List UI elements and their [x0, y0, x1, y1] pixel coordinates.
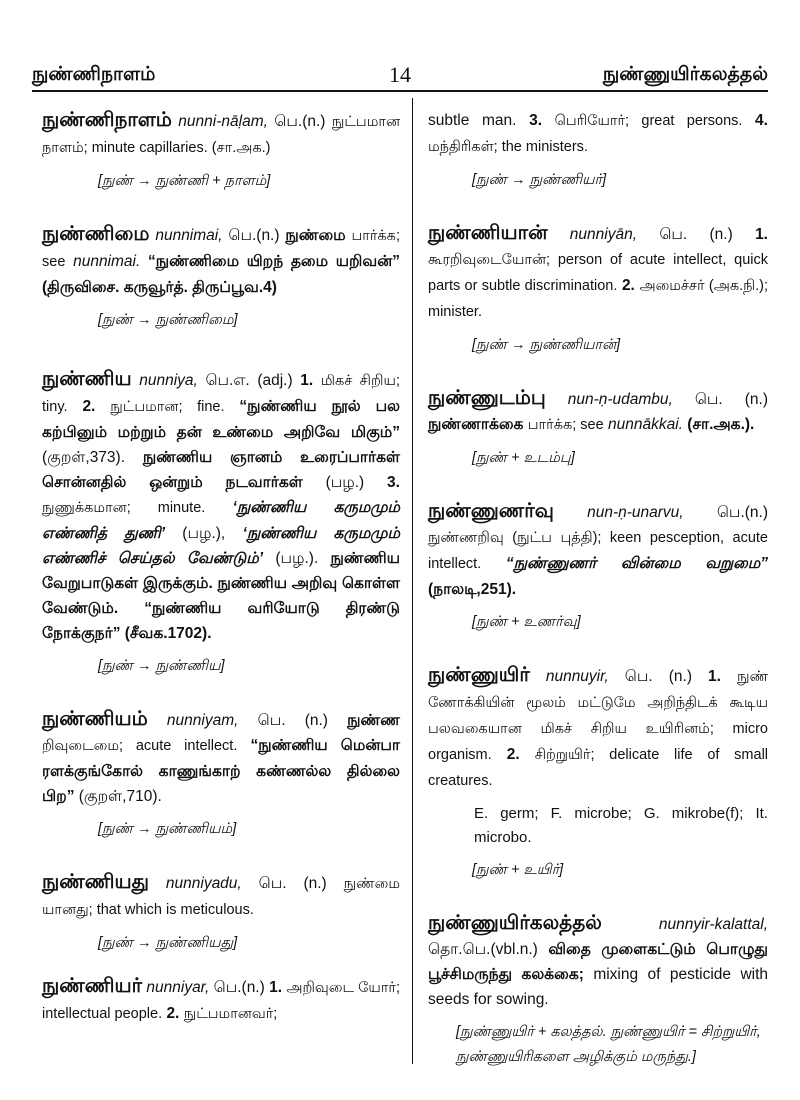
entry-nunnuyir: [428, 663, 768, 883]
transliteration: nunniya,: [139, 372, 198, 389]
headword: நுண்ணிய: [42, 368, 132, 390]
source-reference: (குறள்,710).: [78, 788, 162, 805]
entry-nunnuyirkalattal: [428, 911, 768, 1070]
cross-ref-translit: nunnimai.: [73, 253, 141, 270]
transliteration: nunnyir-kalattal,: [658, 916, 768, 933]
grammar-label: பெ. (n.): [624, 668, 692, 685]
entry-nunniya: [42, 367, 400, 679]
grammar-label: பெ.(n.): [274, 113, 326, 130]
cross-ref-translit: nunnākkai.: [608, 416, 683, 433]
grammar-label: பெ.(n.): [228, 227, 280, 244]
header-left-guideword: நுண்ணிநாளம்: [32, 64, 156, 85]
transliteration: nunniyam,: [166, 712, 239, 729]
quotation: “நுண்ணிமை யிறந் தமை யறிவன்”: [147, 253, 400, 270]
transliteration: nunniyān,: [569, 226, 638, 243]
entry-nunniyar-continued: [428, 108, 768, 193]
page-header: [32, 56, 768, 92]
sense-definition: நுட்பமானவர்;: [183, 1006, 278, 1022]
entry-nunnimai: [42, 222, 400, 333]
sense-number: 1.: [269, 979, 283, 996]
right-column: [428, 108, 769, 1065]
definition-english: mixing of pesticide with seeds for sowing.: [428, 966, 769, 1008]
cross-ref-headword: நுண்ண: [347, 712, 400, 729]
quotation: ‘நுண்ணிய கருமமும் எண்ணிச் செய்தல் வேண்டும்’: [42, 525, 400, 567]
quotation: “நுண்ணிய வரியோடு திரண்டு நோக்குநர்”: [42, 600, 401, 642]
definition: விதை முளைகட்டும் பொழுது பூச்சிமருந்து கலக்கை;: [428, 941, 768, 983]
source-reference: (திருவிசை. கருவூர்த். திருப்பூவ.4): [42, 279, 277, 296]
sense-number: 4.: [755, 112, 768, 129]
entry-nunnudambu: [428, 386, 768, 471]
sense-definition: நுட்பமான; fine.: [110, 399, 225, 415]
cross-ref-headword: நுண்மை: [285, 227, 346, 244]
etymology: [நுண்ணுயிர் + கலத்தல். நுண்ணுயிர் = சிற்றுயிர், நுண்ணுயிரிகளை அழிக்கும் மருந்து.]: [456, 1024, 761, 1065]
foreign-equivalents: E. germ; F. microbe; G. mikrobe(f); It. microbo.: [474, 805, 768, 846]
source-reference: (குறள்,373).: [42, 449, 126, 466]
definition: பார்க்க; see: [42, 228, 400, 270]
headword: நுண்ணியம்: [42, 708, 148, 730]
source-reference: (சீவக.1702).: [124, 625, 212, 642]
headword: நுண்ணுயிர்கலத்தல்: [428, 912, 602, 934]
headword: நுண்ணுடம்பு: [428, 387, 546, 409]
quotation: “நுண்ணிய நூல் பல கற்பினும் மற்றும் தன் உண்மை அறிவே மிகும்”: [42, 398, 400, 441]
headword: நுண்ணியான்: [428, 222, 548, 244]
headword: நுண்ணிநாளம்: [42, 109, 172, 131]
sense-number: 1.: [300, 372, 314, 389]
sense-definition: அமைச்சர் (அக.நி.); minister.: [428, 278, 769, 320]
usage-example: நுண்ணிய வேறுபாடுகள் இருக்கும். நுண்ணிய அறிவு கொள்ள வேண்டும்.: [42, 550, 400, 617]
grammar-label: பெ.(n.): [213, 979, 265, 996]
etymology: [நுண் + உணர்வு]: [472, 614, 581, 630]
grammar-label: பெ.எ. (adj.): [205, 372, 293, 389]
etymology: [நுண் → நுண்ணிய]: [98, 658, 225, 674]
transliteration: nunniyar,: [146, 979, 210, 996]
sense-number: 2.: [82, 398, 96, 415]
definition: யானது; that which is meticulous.: [42, 902, 254, 918]
etymology: [நுண் → நுண்ணியம்]: [98, 821, 237, 837]
cross-ref-headword: நுண்ணாக்கை: [428, 416, 524, 433]
sense-number: 3.: [529, 112, 543, 129]
sense-number: 1.: [708, 668, 721, 685]
left-column: [42, 108, 400, 1060]
transliteration: nun-ṇ-unarvu,: [587, 504, 684, 521]
headword: நுண்ணியர்: [42, 975, 143, 997]
sense-definition: சிற்றுயிர்; delicate life of small creatures.: [428, 747, 769, 789]
grammar-label: பெ.(n.): [716, 504, 769, 521]
definition: நுட்பமான நாளம்; minute capillaries. (சா.அக.): [42, 114, 401, 156]
entry-nunniyan: [428, 221, 768, 358]
page-number: 14: [389, 62, 411, 87]
etymology: [நுண் → நுண்ணியான்]: [472, 337, 621, 353]
source-reference: (பழ.).: [275, 550, 319, 567]
etymology: [நுண் → நுண்ணியது]: [98, 935, 238, 951]
usage-example: நுண்ணிய ஞானம் உரைப்பார்கள் சொன்னதில் ஒன்றும் நடவார்கள்: [42, 449, 400, 491]
grammar-label: பெ. (n.): [258, 875, 327, 892]
entry-nunniyadu: [42, 870, 400, 956]
grammar-label: பெ. (n.): [694, 391, 768, 408]
source-reference: (பழ.),: [182, 525, 226, 542]
sense-definition: பெரியோர்; great persons.: [554, 113, 743, 129]
sense-number: 2.: [506, 746, 520, 763]
headword: நுண்ணிமை: [42, 223, 150, 245]
source-reference: (நாலடி,251).: [428, 581, 517, 598]
sense-definition: கூரறிவுடையோன்; person of acute intellect, quick parts or subtle discrimination.: [428, 252, 768, 294]
grammar-label: பெ. (n.): [659, 226, 733, 243]
sense-definition: மந்திரிகள்; the ministers.: [428, 139, 588, 155]
transliteration: nunniyadu,: [165, 875, 242, 892]
cross-ref-headword: நுண்மை: [343, 876, 400, 892]
transliteration: nunni-nāḷam,: [178, 113, 268, 130]
etymology: [நுண் → நுண்ணியர்]: [472, 172, 607, 188]
etymology: [நுண் → நுண்ணிமை]: [98, 312, 238, 328]
definition: பார்க்க; see: [527, 417, 604, 433]
quotation: “நுண்ணுணர் வின்மை வறுமை”: [505, 555, 768, 572]
transliteration: nunnimai,: [155, 227, 223, 244]
headword: நுண்ணியது: [42, 871, 149, 893]
sense-number: 2.: [621, 277, 635, 294]
definition: றிவுடைமை; acute intellect.: [42, 738, 238, 754]
sense-definition: நுணுக்கமான; minute.: [42, 500, 206, 516]
header-rule: [32, 90, 768, 92]
quotation: “நுண்ணிய மென்பா ரளக்குங்கோல் காணுங்காற் கண்ணல்ல தில்லை பிற”: [42, 737, 400, 805]
etymology: [நுண் + உயிர்]: [472, 862, 564, 878]
headword: நுண்ணுயிர்: [428, 664, 530, 686]
headword: நுண்ணுணர்வு: [428, 500, 554, 522]
header-right-guideword: நுண்ணுயிர்கலத்தல்: [602, 64, 768, 85]
quotation: ‘நுண்ணிய கருமமும் எண்ணித் துணி’: [42, 499, 400, 542]
sense-definition: நுண் ணோக்கியின் மூலம் மட்டுமே அறிந்திடக் கூடிய பலவகையான மிகச் சிறிய உயிரினம்; micro organism.: [428, 669, 769, 763]
source-reference: (பழ.): [325, 474, 365, 491]
transliteration: nun-ṇ-udambu,: [567, 391, 673, 408]
sense-definition: subtle man.: [428, 112, 517, 129]
sense-number: 3.: [387, 474, 400, 491]
grammar-label: தொ.பெ.(vbl.n.): [428, 941, 538, 958]
sense-definition: அறிவுடை யோர்; intellectual people.: [42, 980, 401, 1022]
grammar-label: பெ. (n.): [257, 712, 328, 729]
entry-nunninalam: [42, 108, 400, 194]
source-reference: (சா.அக.).: [687, 416, 755, 433]
definition: நுண்ணறிவு (நுட்ப புத்தி); keen pesception, acute intellect.: [428, 530, 768, 572]
etymology: [நுண் + உடம்பு]: [472, 450, 575, 466]
sense-number: 1.: [755, 226, 768, 243]
sense-number: 2.: [166, 1005, 180, 1022]
entry-nunniyar: [42, 974, 400, 1027]
sense-definition: மிகச் சிறிய; tiny.: [42, 373, 400, 415]
transliteration: nunnuyir,: [545, 668, 609, 685]
column-divider: [412, 98, 413, 1064]
entry-nunnunarvu: [428, 499, 768, 635]
entry-nunniyam: [42, 707, 400, 842]
etymology: [நுண் → நுண்ணி + நாளம்]: [98, 173, 271, 189]
